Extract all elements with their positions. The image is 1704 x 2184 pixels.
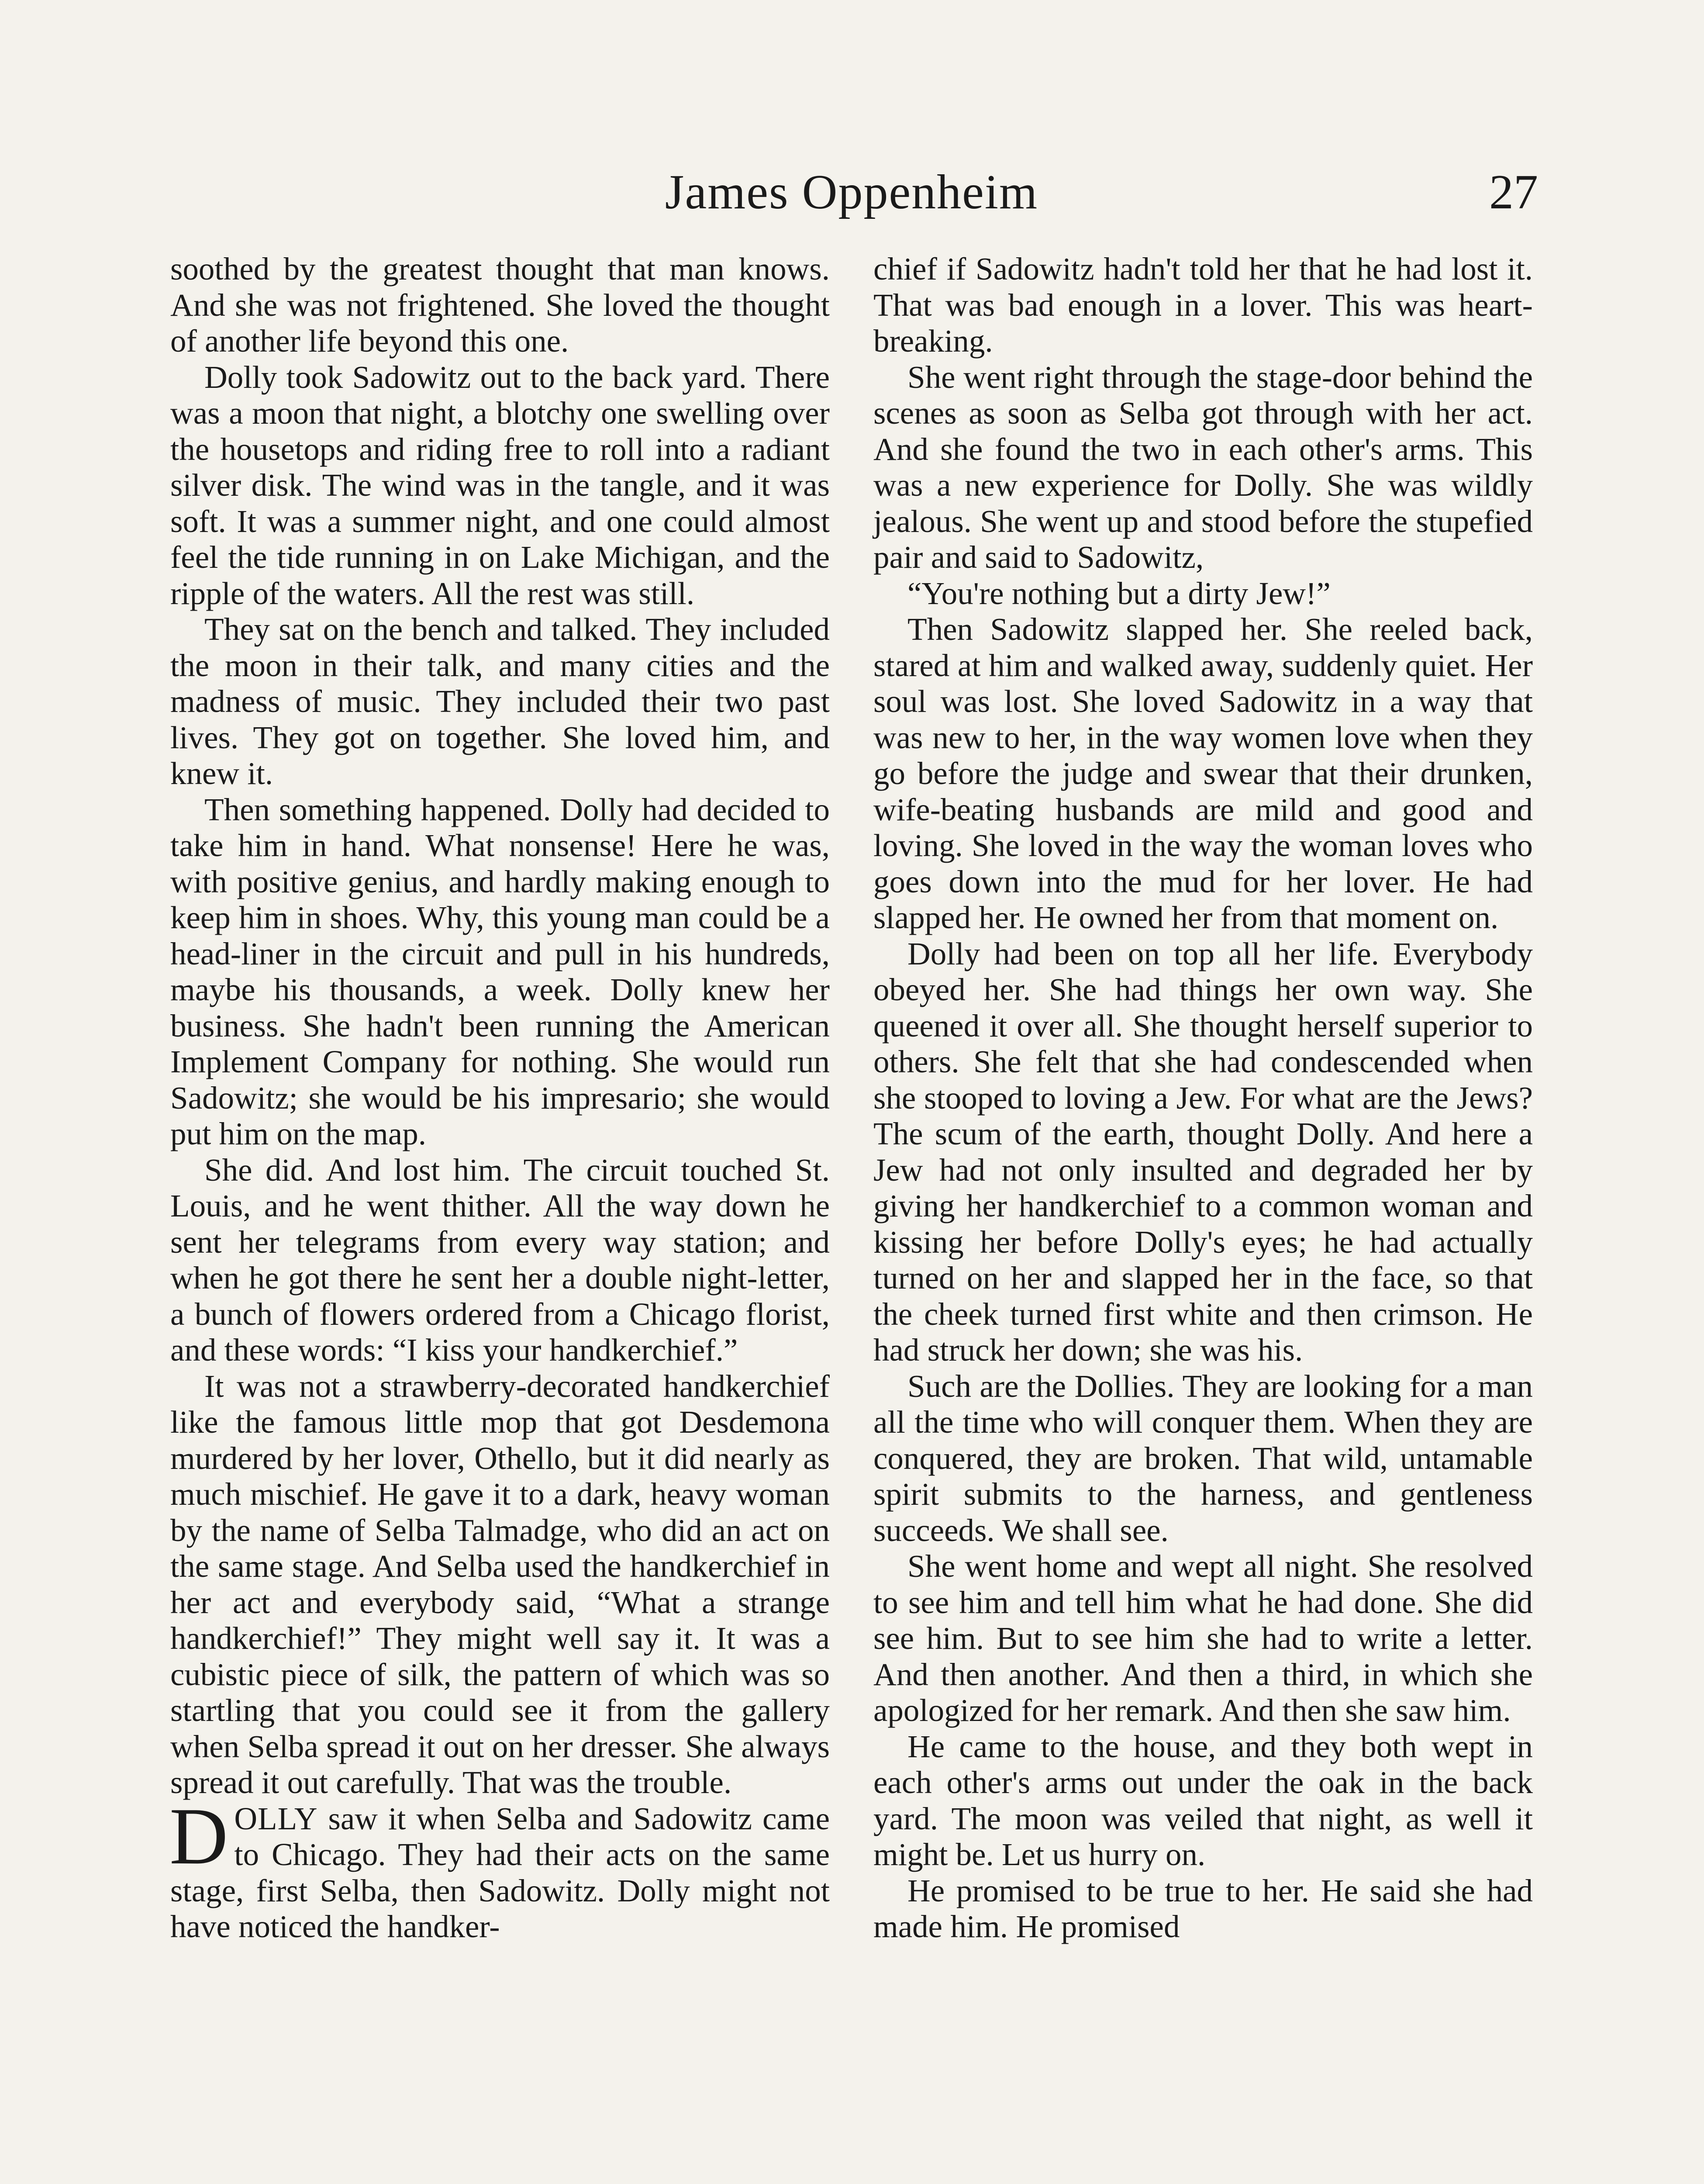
paragraph: He came to the house, and they both wept in each other's arms out under the oak in the back yard. The moon was veiled that night, as well it might be. Let us hurry on. [873, 1728, 1533, 1872]
paragraph: He promised to be true to her. He said she had made him. He promised [873, 1873, 1533, 1944]
page-number: 27 [1489, 165, 1538, 219]
paragraph: Then Sadowitz slapped her. She reeled back, stared at him and walked away, suddenly quiet. Her soul was lost. She loved Sadowitz in a way that was new to her, in the way women love when they go before the judge and swear that their drunken, wife-beating husbands are mild and good and loving. She loved in the way the woman loves who goes down into the mud for her lover. He had slapped her. He owned her from that moment on. [873, 612, 1533, 935]
dropcap-paragraph-text: saw it when Selba and Sadowitz came to Chicago. They had their acts on the same stage, first Selba, then Sadowitz. Dolly might not have noticed the handker- [170, 1800, 830, 1944]
paragraph: She did. And lost him. The circuit touched St. Louis, and he went thither. All the way down he sent her telegrams from every way station; and when he got there he sent her a double night-letter, a bunch of flowers ordered from a Chicago florist, and these words: “I kiss your handkerchief.” [170, 1152, 830, 1368]
page-header [0, 157, 1704, 245]
paragraph: “You're nothing but a dirty Jew!” [907, 575, 1331, 611]
left-column [170, 251, 830, 1945]
running-head: James Oppenheim [665, 165, 1038, 219]
paragraph: It was not a strawberry-decorated handkerchief like the famous little mop that got Desdemona murdered by her lover, Othello, but it did nearly as much mischief. He gave it to a dark, heavy woman by the name of Selba Talmadge, who did an act on the same stage. And Selba used the handkerchief in her act and everybody said, “What a strange handkerchief!” They might well say it. It was a cubistic piece of silk, the pattern of which was so startling that you could see it from the gallery when Selba spread it out on her dresser. She always spread it out carefully. That was the trouble. [170, 1368, 830, 1800]
paragraph: Then something happened. Dolly had decided to take him in hand. What nonsense! Here he was, with positive genius, and hardly making enough to keep him in shoes. Why, this young man could be a head-liner in the circuit and pull in his hundreds, maybe his thousands, a week. Dolly knew her business. She hadn't been running the American Implement Company for nothing. She would run Sadowitz; she would be his impresario; she would put him on the map. [170, 791, 830, 1151]
paragraph: Such are the Dollies. They are looking for a man all the time who will conquer them. When they are conquered, they are broken. That wild, untamable spirit submits to the harness, and gentleness succeeds. We shall see. [873, 1368, 1533, 1548]
paragraph: Dolly took Sadowitz out to the back yard. There was a moon that night, a blotchy one swelling over the housetops and riding free to roll into a radiant silver disk. The wind was in the tangle, and it was soft. It was a summer night, and one could almost feel the tide running in on Lake Michigan, and the ripple of the waters. All the rest was still. [170, 359, 830, 611]
paragraph: They sat on the bench and talked. They included the moon in their talk, and many cities and the madness of music. They included their two past lives. They got on together. She loved him, and knew it. [170, 612, 830, 791]
right-column [873, 251, 1533, 1945]
paragraph: She went right through the stage-door behind the scenes as soon as Selba got through with her act. And she found the two in each other's arms. This was a new experience for Dolly. She was wildly jealous. She went up and stood before the stupefied pair and said to Sadowitz, [873, 359, 1533, 575]
drop-cap: D [169, 1791, 228, 1881]
paragraph: soothed by the greatest thought that man knows. And she was not frightened. She loved the thought of another life beyond this one. [170, 251, 830, 359]
paragraph: chief if Sadowitz hadn't told her that he had lost it. That was bad enough in a lover. This was heart-breaking. [873, 251, 1533, 359]
paragraph: Dolly had been on top all her life. Everybody obeyed her. She had things her own way. She queened it over all. She thought herself superior to others. She felt that she had condescended when she stooped to loving a Jew. For what are the Jews? The scum of the earth, thought Dolly. And here a Jew had not only insulted and degraded her by giving her handkerchief to a common woman and kissing her before Dolly's eyes; he had actually turned on her and slapped her in the face, so that the cheek turned first white and then crimson. He had struck her down; she was his. [873, 936, 1533, 1368]
dropcap-paragraph [169, 1791, 830, 1945]
paragraph: She went home and wept all night. She resolved to see him and tell him what he had done. She did see him. But to see him she had to write a letter. And then another. And then a third, in which she apologized for her remark. And then she saw him. [873, 1548, 1533, 1728]
small-caps-lead: OLLY [234, 1800, 318, 1836]
